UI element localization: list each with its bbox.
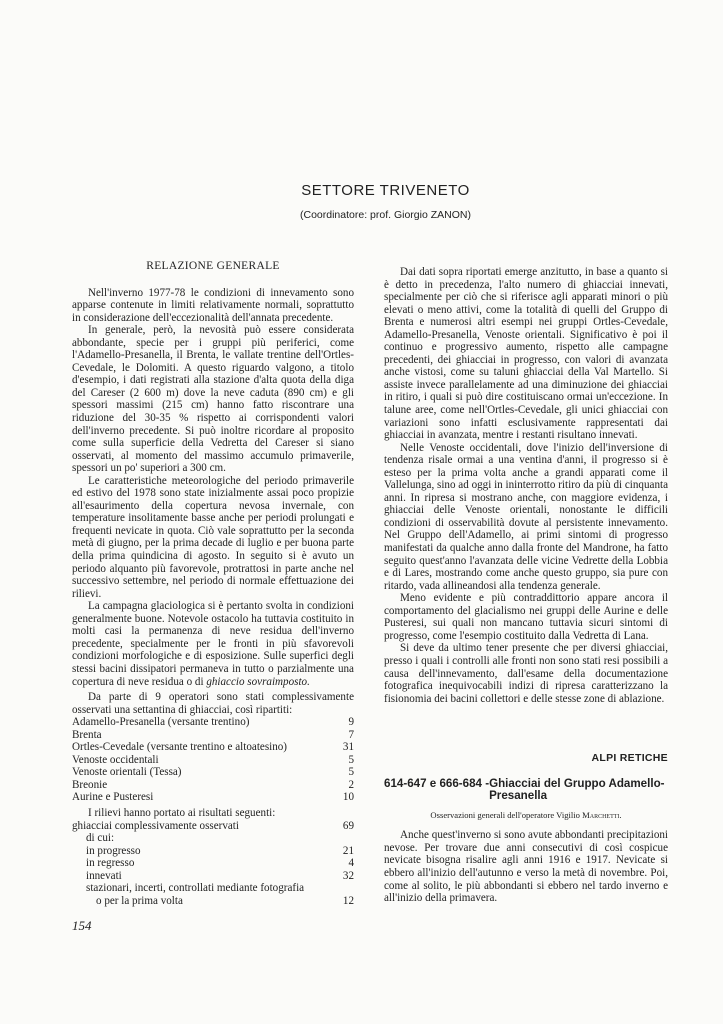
row-count: 5 (348, 766, 354, 779)
row-label: di cui: (86, 832, 115, 845)
paragraph: Nelle Venoste occidentali, dove l'inizio dell'inversione di tendenza risale ormai a una ventina d'anni, il progresso si è esteso per la prima volta anche a grandi apparati come il Vallelunga, sino ad oggi in ininterrotto ritiro da più di cinquanta anni. In ripresa si mostrano anche, con maggiore evidenza, i ghiacciai delle Venoste orientali, nonostante le difficili condizioni di osservabilità dovute al persistente innevamento. Nel Gruppo dell'Adamello, ai primi sintomi di progresso manifestati da qualche anno dalla fronte del Mandrone, ha fatto seguito quest'anno l'avanzata delle vicine Vedrette della Lobbia e di Lares, mostrando come anche questo gruppo, sia pure con ritardo, vada allineandosi alla tendenza generale. (384, 441, 668, 592)
paragraph: Si deve da ultimo tener presente che per diversi ghiacciai, presso i quali i controlli alle fronti non sono stati resi possibili a causa dell'innevamento, dall'esame della documentazione fotografica inequivocabili indizi di ripresa caratterizzano la fisionomia dei bacini collettori e delle stesse zone di ablazione. (384, 642, 668, 705)
row-count: 9 (348, 716, 354, 729)
row-label: ghiacciai complessivamente osservati (72, 819, 239, 832)
section-number: 614-647 e 666-684 - (384, 776, 490, 790)
region-heading: ALPI RETICHE (591, 752, 668, 765)
row-count: 21 (342, 844, 354, 857)
group-row (72, 766, 354, 779)
row-label: o per la prima volta (96, 894, 183, 907)
row-count: 2 (348, 778, 354, 791)
results-row (72, 895, 354, 908)
paragraph (72, 600, 354, 688)
paragraph: Da parte di 9 operatori sono stati complessivamente osservati una settantina di ghiacciai, così ripartiti: (72, 691, 354, 716)
results-list (72, 820, 354, 908)
paragraph-text: La campagna glaciologica si è pertanto svolta in condizioni generalmente buone. Notevole ostacolo ha tuttavia costituito in molti casi la permanenza di neve residua dell'inverno precedente, specialmente per le fronti in più sfavorevoli condizioni morfologiche e di esposizione. Sulle superfici degli stessi bacini dissipatori permaneva in tutto o parzialmente una copertura di neve residua o di (72, 600, 354, 688)
row-label: Ortles-Cevedale (versante trentino e altoatesino) (72, 741, 288, 754)
observer-prefix: Osservazioni generali dell'operatore Vigilio (430, 809, 583, 820)
left-column (72, 260, 354, 907)
sector-title: SETTORE TRIVENETO (301, 182, 470, 199)
group-row (72, 791, 354, 804)
right-column (384, 266, 668, 905)
group-row (72, 729, 354, 742)
paragraph: I rilievi hanno portato ai risultati seguenti: (88, 806, 276, 819)
row-count: 69 (342, 819, 354, 832)
paragraph: Le caratteristiche meteorologiche del periodo primaverile ed estivo del 1978 sono state inizialmente assai poco propizie all'esaurimento della copertura nevosa invernale, con temperature insolitamente basse anche per periodi prolungati e frequenti nevicate in quota. Ciò vale soprattutto per la seconda metà di giugno, per la prima decade di luglio e per buona parte della prima quindicina di agosto. In seguito si è avuto un periodo alquanto più favorevole, protrattosi in parte anche nel successivo settembre, nel periodo di normale effettuazione dei rilievi. (72, 474, 354, 600)
row-label: Venoste orientali (Tessa) (72, 766, 182, 779)
row-label: in progresso (86, 844, 141, 857)
paragraph: Meno evidente e più contraddittorio appare ancora il comportamento del glacialismo nei gruppi delle Aurine e delle Pusteresi, sui quali non mancano tuttavia sicuri sintomi di progresso, come l'esempio costituito dalla Vedretta di Lana. (384, 592, 668, 642)
row-count: 10 (342, 791, 354, 804)
observer-line (384, 809, 668, 822)
row-count: 4 (348, 857, 354, 870)
paragraph: Nell'inverno 1977-78 le condizioni di innevamento sono apparse contenute in limiti relativamente normali, soprattutto in considerazione dell'eccezionalità dell'annata precedente. (72, 286, 354, 324)
section-name: Ghiacciai del Gruppo Adamello-Presanella (489, 776, 665, 803)
observer-name: Marchetti. (582, 809, 622, 820)
glacier-section-title (384, 778, 668, 803)
row-label: in regresso (86, 857, 135, 870)
section-heading: RELAZIONE GENERALE (146, 260, 280, 272)
group-row (72, 716, 354, 729)
group-row (72, 779, 354, 792)
paragraph: Anche quest'inverno si sono avute abbondanti precipitazioni nevose. Per trovare due anni consecutivi di così cospicue nevicate bisogna risalire agli anni 1916 e 1917. Nevicate si ebbero all'inizio dell'autunno e verso la metà di novembre. Poi, come al solito, le più abbondanti si ebbero nel tardo inverno e all'inizio della primavera. (384, 829, 668, 905)
results-total-row (72, 820, 354, 833)
row-count: 32 (342, 869, 354, 882)
row-count: 5 (348, 753, 354, 766)
coordinator-line: (Coordinatore: prof. Giorgio ZANON) (300, 209, 471, 221)
row-label: Venoste occidentali (72, 753, 159, 766)
results-row (72, 882, 354, 895)
results-row (72, 857, 354, 870)
row-label: stazionari, incerti, controllati mediante fotografia (86, 882, 305, 895)
row-label: Adamello-Presanella (versante trentino) (72, 716, 250, 729)
row-label: innevati (86, 869, 122, 882)
row-label: Breonie (72, 778, 108, 791)
group-row (72, 741, 354, 754)
paragraph: Dai dati sopra riportati emerge anzitutto, in base a quanto si è detto in precedenza, l'alto numero di ghiacciai innevati, specialmente per ciò che si riferisce agli apparati minori o più elevati o meno attivi, come la totalità di quelli del Gruppo di Brenta e numerosi altri esempi nei gruppi Ortles-Cevedale, Adamello-Presanella, Venoste orientali. Significativo è poi il continuo e progressivo aumento, rispetto alle campagne precedenti, dei ghiacciai in progresso, con valori di avanzata anche vistosi, come su taluni ghiacciai della Val Martello. Si assiste invece parallelamente ad una diminuzione dei ghiacciai in ritiro, i quali si può dire costituiscano ormai un'eccezione. In talune aree, come nell'Ortles-Cevedale, gli unici ghiacciai con variazioni sono infatti esclusivamente rappresentati dai ghiacciai in avanzata, mentre i restanti risultano innevati. (384, 266, 668, 442)
italic-term: ghiaccio sovraimposto. (206, 675, 310, 688)
group-row (72, 754, 354, 767)
results-dicui (72, 832, 354, 845)
row-count: 7 (348, 728, 354, 741)
row-label: Aurine e Pusteresi (72, 791, 154, 804)
row-count: 31 (342, 741, 354, 754)
results-row (72, 870, 354, 883)
row-count: 12 (342, 894, 354, 907)
row-label: Brenta (72, 728, 102, 741)
page-number: 154 (72, 918, 92, 933)
results-row (72, 845, 354, 858)
paragraph: In generale, però, la nevosità può essere considerata abbondante, specie per i gruppi più periferici, come l'Adamello-Presanella, il Brenta, le vallate trentine dell'Ortles-Cevedale, le Dolomiti. A questo riguardo valgono, a titolo d'esempio, i dati registrati alla stazione d'alta quota della diga del Careser (2 600 m) dove la neve caduta (890 cm) e gli spessori massimi (215 cm) hanno fatto riscontrare una riduzione del 30-35 % rispetto ai corrispondenti valori dell'inverno precedente. Si può inoltre ricordare al proposito come sulla superficie della Vedretta del Careser si siano osservati, al momento del massimo accumulo primaverile, spessori un po' superiori a 300 cm. (72, 324, 354, 475)
groups-list (72, 716, 354, 804)
